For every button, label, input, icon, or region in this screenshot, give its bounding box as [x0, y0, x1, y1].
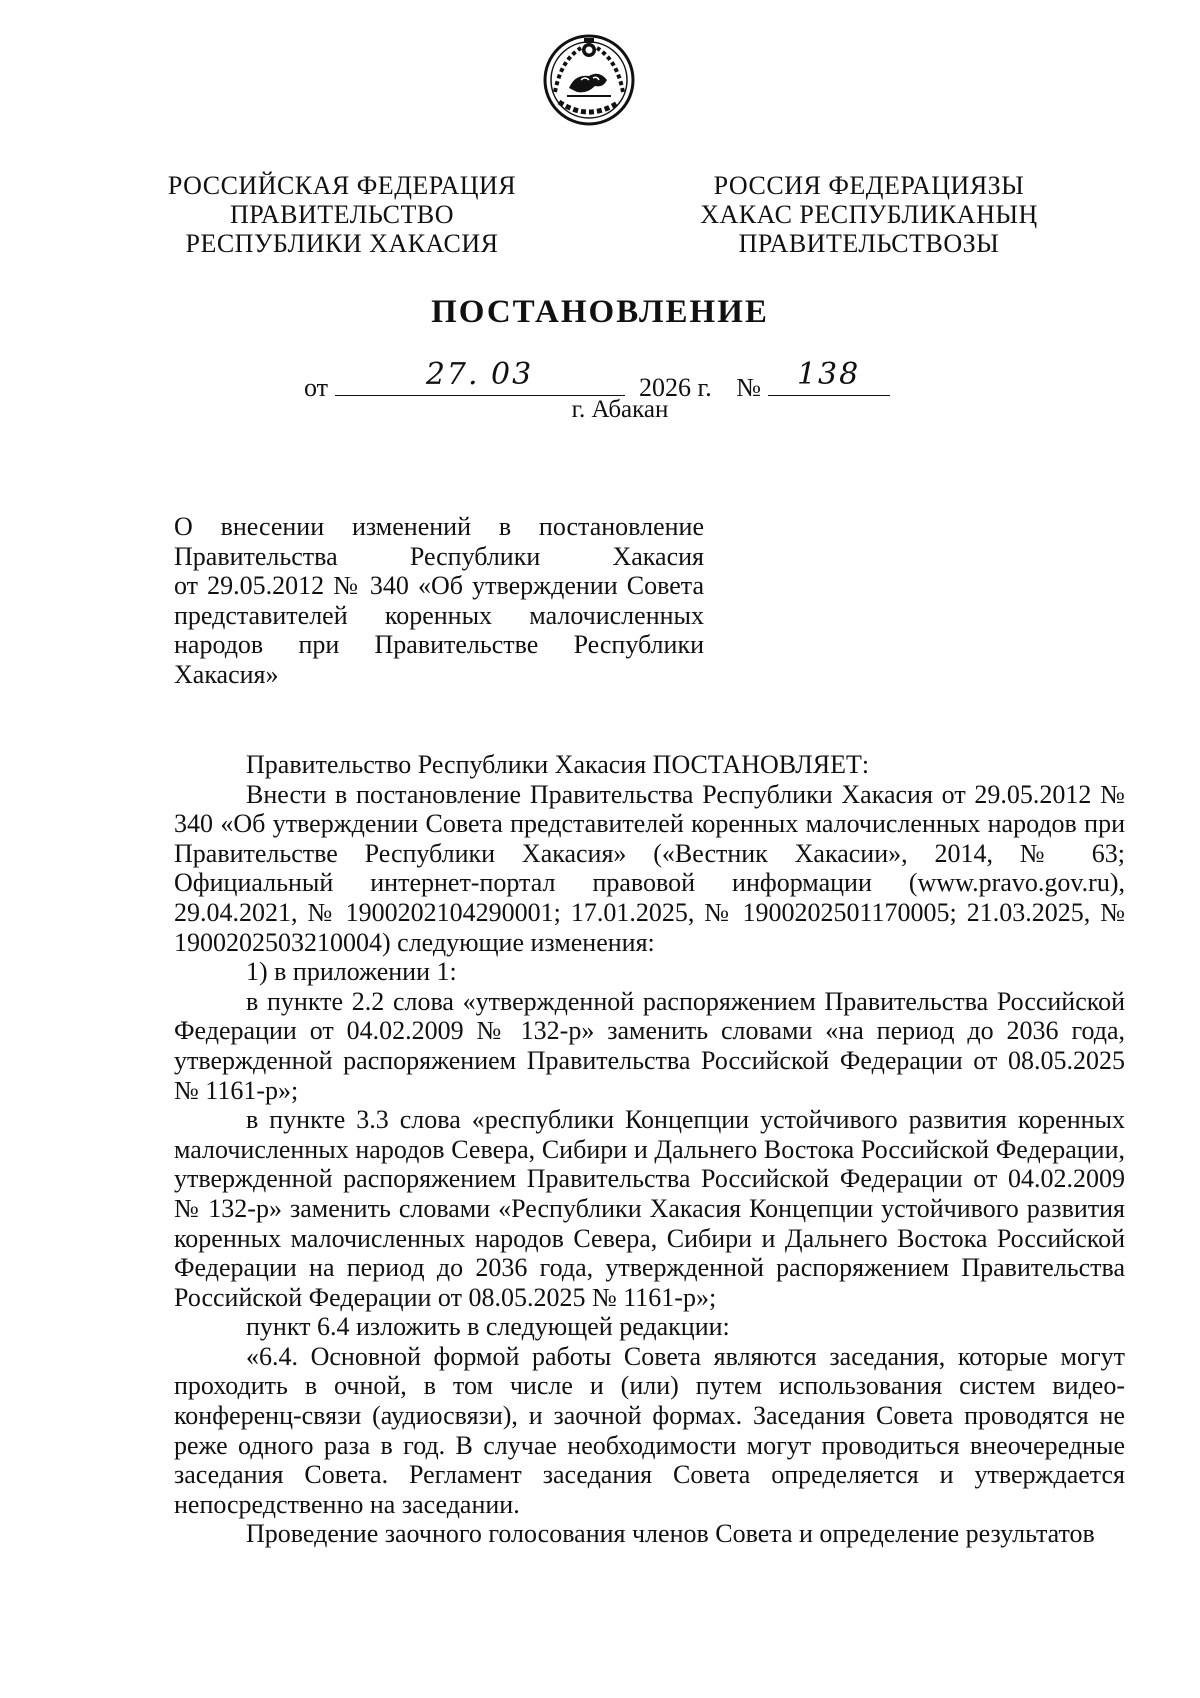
subject-line: Хакасия» — [174, 659, 279, 689]
subject-line: О внесении изменений в постановление — [174, 512, 704, 541]
org-line: ХАКАС РЕСПУБЛИКАНЫҢ — [700, 200, 1038, 229]
subject-line: от 29.05.2012 № 340 «Об утверждении Совета — [174, 571, 704, 600]
org-line: РЕСПУБЛИКИ ХАКАСИЯ — [185, 229, 499, 258]
org-line: ПРАВИТЕЛЬСТВОЗЫ — [738, 229, 1000, 258]
handwritten-number: 138 — [796, 357, 861, 392]
date-field — [335, 357, 625, 396]
body-paragraph: в пункте 3.3 слова «республики Концепции устойчивого развития коренных малочисленных народов Севера, Сибири и Дальнего Востока Российской Федерации, утвержденной распоряжением Правительства Российской Федерации от 04.02.2009 № 132-р» заменить словами «Республики Хакасия Концепции устойчивого развития коренных малочисленных народов Севера, Сибири и Дальнего Востока Российской Федерации на период до 2036 года, утвержденной распоряжением Правительства Российской Федерации от 08.05.2025 № 1161-р»; — [174, 1105, 1125, 1312]
number-prefix: № — [736, 373, 762, 402]
year-label: 2026 г. — [639, 373, 712, 402]
body-paragraph: 1) в приложении 1: — [246, 957, 457, 987]
body-paragraph: Внести в постановление Правительства Республики Хакасия от 29.05.2012 № 340 «Об утверждении Совета представителей коренных малочисленных народов при Правительстве Республики Хакасия» («Вестник Хакасии», 2014, № 63; Официальный интернет-портал правовой информации (www.pravo.gov.ru), 29.04.2021, № 1900202104290001; 17.01.2025, № 1900202501170005; 21.03.2025, № 1900202503210004) следующие изменения: — [174, 779, 1125, 957]
body-paragraph: «6.4. Основной формой работы Совета являются заседания, которые могут проходить в очной, в том числе и (или) путем использования систем видео-конференц-связи (аудиосвязи), и заочной формах. Заседания Совета проводятся не реже одного раза в год. В случае необходимости могут проводиться внеочередные заседания Совета. Регламент заседания Совета определяется и утверждается непосредственно на заседании. — [174, 1341, 1125, 1519]
date-number-line — [304, 357, 890, 402]
body-paragraph: в пункте 2.2 слова «утвержденной распоряжением Правительства Российской Федерации от 04.02.2009 № 132-р» заменить словами «на период до 2036 года, утвержденной распоряжением Правительства Российской Федерации от 08.05.2025 № 1161-р»; — [174, 986, 1125, 1105]
org-line: РОССИЯ ФЕДЕРАЦИЯЗЫ — [713, 171, 1025, 200]
document-body — [174, 750, 1125, 1549]
org-line: РОССИЙСКАЯ ФЕДЕРАЦИЯ — [167, 171, 517, 200]
document-title: ПОСТАНОВЛЕНИЕ — [431, 294, 769, 330]
subject-line: народов при Правительстве Республики — [174, 630, 704, 659]
org-name-khakas — [679, 171, 1059, 258]
org-name-russian — [152, 171, 532, 258]
city-label: г. Абакан — [571, 396, 669, 423]
subject-block — [174, 512, 704, 689]
body-paragraph: Проведение заочного голосования членов Совета и определение результатов — [246, 1519, 1095, 1549]
body-paragraph: пункт 6.4 изложить в следующей редакции: — [246, 1312, 730, 1342]
org-line: ПРАВИТЕЛЬСТВО — [230, 200, 454, 229]
body-paragraph: Правительство Республики Хакасия ПОСТАНОВЛЯЕТ: — [246, 750, 870, 779]
date-prefix: от — [304, 373, 329, 402]
number-field — [768, 357, 890, 396]
coat-of-arms-emblem-icon — [541, 30, 637, 126]
handwritten-date: 27. 03 — [425, 357, 534, 392]
subject-line: Правительства Республики Хакасия — [174, 541, 704, 571]
subject-line: представителей коренных малочисленных — [174, 600, 704, 630]
